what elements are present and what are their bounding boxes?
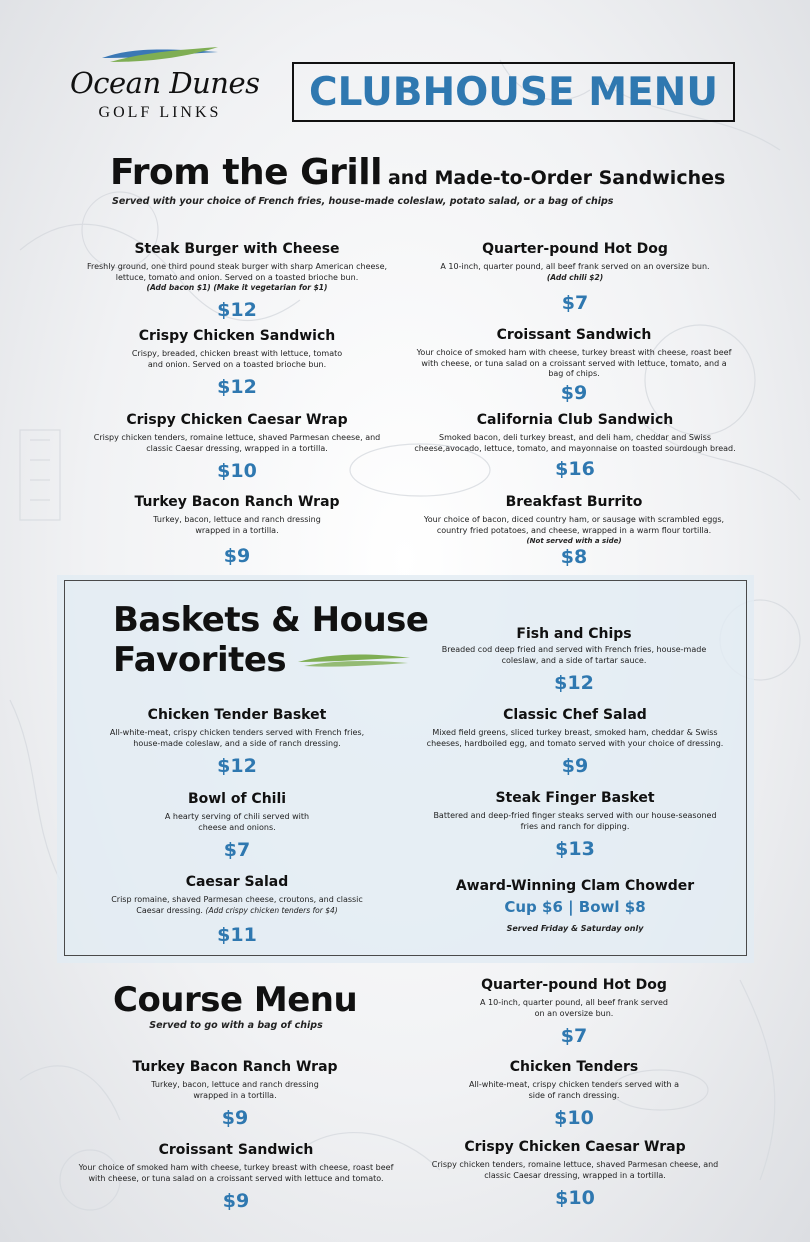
- menu-item-turkey-bacon-ranch-wrap: [84, 494, 390, 567]
- menu-item-caesar-salad: [100, 874, 374, 946]
- item-description: A 10-inch, quarter pound, all beef frank served on an oversize bun.: [440, 262, 710, 271]
- logo-subtitle: GOLF LINKS: [98, 104, 222, 121]
- menu-item-crispy-chicken-caesar-wrap: [84, 412, 390, 482]
- ocean-dunes-logo: [60, 44, 260, 124]
- item-price: $8: [560, 546, 588, 568]
- item-description: Your choice of bacon, diced country ham, or sausage with scrambled eggs, country fried potatoes, and cheese, wrapped in a warm flour tortilla.: [423, 515, 725, 535]
- menu-item-steak-burger: [84, 241, 390, 321]
- item-description: Breaded cod deep fried and served with French fries, house-made coleslaw, and a side of tartar sauce.: [441, 645, 707, 665]
- item-name: Crispy Chicken Caesar Wrap: [464, 1139, 686, 1155]
- item-name: Classic Chef Salad: [503, 707, 647, 723]
- item-name: Chicken Tender Basket: [147, 707, 327, 723]
- item-description: Mixed field greens, sliced turkey breast, smoked ham, cheddar & Swiss cheeses, hardboiled egg, and tomato served with your choice of dressing.: [426, 728, 724, 748]
- item-name: Chicken Tenders: [509, 1059, 639, 1075]
- item-price: $9: [561, 755, 589, 777]
- grill-section-title-suffix: and Made-to-Order Sandwiches: [387, 167, 726, 189]
- item-name: Crispy Chicken Caesar Wrap: [126, 412, 348, 428]
- menu-item-clam-chowder: [430, 878, 720, 933]
- menu-item-california-club: [408, 412, 742, 480]
- menu-title-box: [292, 62, 735, 122]
- wave-swoosh-icon: [296, 650, 412, 670]
- course-section-title: Course Menu: [113, 980, 358, 1020]
- item-description: Your choice of smoked ham with cheese, turkey breast with cheese, roast beef with cheese, or tuna salad on a croissant served with lettuce, tomato, and a bag of chips.: [416, 348, 732, 378]
- menu-item-course-caesar-wrap: [430, 1139, 720, 1209]
- item-price: $16: [555, 458, 595, 480]
- item-price: $13: [555, 838, 595, 860]
- menu-item-bowl-of-chili: [137, 791, 337, 861]
- baskets-title-line1: Baskets & House: [113, 600, 429, 640]
- menu-item-course-hot-dog: [456, 977, 692, 1047]
- item-name: Croissant Sandwich: [158, 1142, 314, 1158]
- item-description: A 10-inch, quarter pound, all beef frank served on an oversize bun.: [480, 998, 668, 1018]
- item-price: $9: [560, 381, 588, 404]
- item-name: Turkey Bacon Ranch Wrap: [132, 1059, 338, 1075]
- item-name: Bowl of Chili: [187, 791, 287, 807]
- item-price: $9: [223, 545, 251, 567]
- menu-item-classic-chef-salad: [420, 707, 730, 777]
- menu-item-course-turkey-bacon-ranch-wrap: [114, 1059, 356, 1129]
- item-name: California Club Sandwich: [476, 412, 674, 428]
- item-name: Turkey Bacon Ranch Wrap: [134, 494, 340, 510]
- course-section-subtitle: Served to go with a bag of chips: [149, 1020, 323, 1031]
- item-name: Quarter-pound Hot Dog: [482, 241, 668, 257]
- grill-section-title: From the Grill: [110, 152, 382, 193]
- item-description: Crispy, breaded, chicken breast with lettuce, tomato and onion. Served on a toasted brioche bun.: [131, 349, 343, 369]
- item-price: $11: [217, 924, 257, 946]
- item-name: Caesar Salad: [185, 874, 289, 890]
- page-title: CLUBHOUSE MENU: [308, 69, 718, 115]
- menu-item-course-chicken-tenders: [466, 1059, 682, 1129]
- item-price: $7: [561, 291, 589, 314]
- item-name: Crispy Chicken Sandwich: [138, 328, 336, 344]
- menu-item-croissant-sandwich: [414, 327, 734, 404]
- item-price: Cup $6 | Bowl $8: [504, 898, 646, 916]
- item-note: (Not served with a side): [526, 537, 622, 545]
- item-price: $10: [217, 460, 257, 482]
- item-price: $12: [217, 376, 257, 398]
- item-note: (Add chili $2): [546, 272, 604, 282]
- item-price: $9: [221, 1107, 249, 1129]
- item-description: [100, 895, 374, 916]
- item-description: Freshly ground, one third pound steak burger with sharp American cheese, lettuce, tomato and onion. Served on a toasted brioche bun.: [86, 262, 388, 282]
- item-name: Award-Winning Clam Chowder: [455, 878, 695, 894]
- menu-item-crispy-chicken-sandwich: [84, 328, 390, 398]
- item-price: $10: [555, 1187, 595, 1209]
- item-name: Steak Finger Basket: [495, 790, 655, 806]
- item-description: Crispy chicken tenders, romaine lettuce, shaved Parmesan cheese, and classic Caesar dressing, wrapped in a tortilla.: [431, 1160, 719, 1180]
- item-description: A hearty serving of chili served with cheese and onions.: [164, 812, 310, 832]
- item-description: Battered and deep-fried finger steaks served with our house-seasoned fries and ranch for dipping.: [433, 811, 717, 831]
- baskets-title-line2: Favorites: [113, 640, 287, 680]
- item-description: All-white-meat, crispy chicken tenders served with French fries, house-made coleslaw, and a side of ranch dressing.: [109, 728, 365, 748]
- item-price: $7: [560, 1025, 588, 1047]
- item-note: (Add bacon $1) (Make it vegetarian for $1): [146, 283, 328, 292]
- item-name: Fish and Chips: [516, 626, 632, 642]
- menu-item-breakfast-burrito: [414, 494, 734, 568]
- item-description-text: Crisp romaine, shaved Parmesan cheese, croutons, and classic Caesar dressing.: [111, 895, 363, 915]
- item-name: Steak Burger with Cheese: [134, 241, 340, 257]
- item-price: $12: [554, 672, 594, 694]
- item-price: $9: [222, 1190, 250, 1212]
- item-description: Turkey, bacon, lettuce and ranch dressing wrapped in a tortilla.: [151, 1080, 319, 1100]
- grill-section-heading: [110, 152, 725, 193]
- item-note: (Add crispy chicken tenders for $4): [205, 905, 338, 915]
- menu-item-hot-dog: [420, 241, 730, 314]
- item-name: Croissant Sandwich: [496, 327, 652, 343]
- item-description: Smoked bacon, deli turkey breast, and deli ham, cheddar and Swiss cheese,avocado, lettuce, tomato, and mayonnaise on toasted sourdough bread.: [414, 433, 736, 453]
- item-description: Turkey, bacon, lettuce and ranch dressing wrapped in a tortilla.: [153, 515, 321, 535]
- menu-item-steak-finger-basket: [422, 790, 728, 860]
- item-price: $12: [217, 755, 257, 777]
- menu-item-course-croissant-sandwich: [74, 1142, 398, 1212]
- menu-item-fish-and-chips: [436, 626, 712, 694]
- item-price: $7: [223, 839, 251, 861]
- item-price: $12: [217, 299, 257, 321]
- item-price: $10: [554, 1107, 594, 1129]
- logo-wave-icon: [100, 44, 220, 66]
- logo-name: Ocean Dunes: [70, 66, 260, 100]
- grill-section-subtitle: Served with your choice of French fries, house-made coleslaw, potato salad, or a bag of chips: [112, 196, 614, 207]
- item-description: Crispy chicken tenders, romaine lettuce, shaved Parmesan cheese, and classic Caesar dressing, wrapped in a tortilla.: [93, 433, 381, 453]
- menu-item-chicken-tender-basket: [96, 707, 378, 777]
- item-description: All-white-meat, crispy chicken tenders served with a side of ranch dressing.: [468, 1080, 680, 1100]
- item-description: Your choice of smoked ham with cheese, turkey breast with cheese, roast beef with cheese, or tuna salad on a croissant served with lettuce and tomato.: [78, 1163, 394, 1183]
- item-name: Quarter-pound Hot Dog: [481, 977, 667, 993]
- item-name: Breakfast Burrito: [505, 494, 643, 510]
- item-note: Served Friday & Saturday only: [506, 924, 644, 933]
